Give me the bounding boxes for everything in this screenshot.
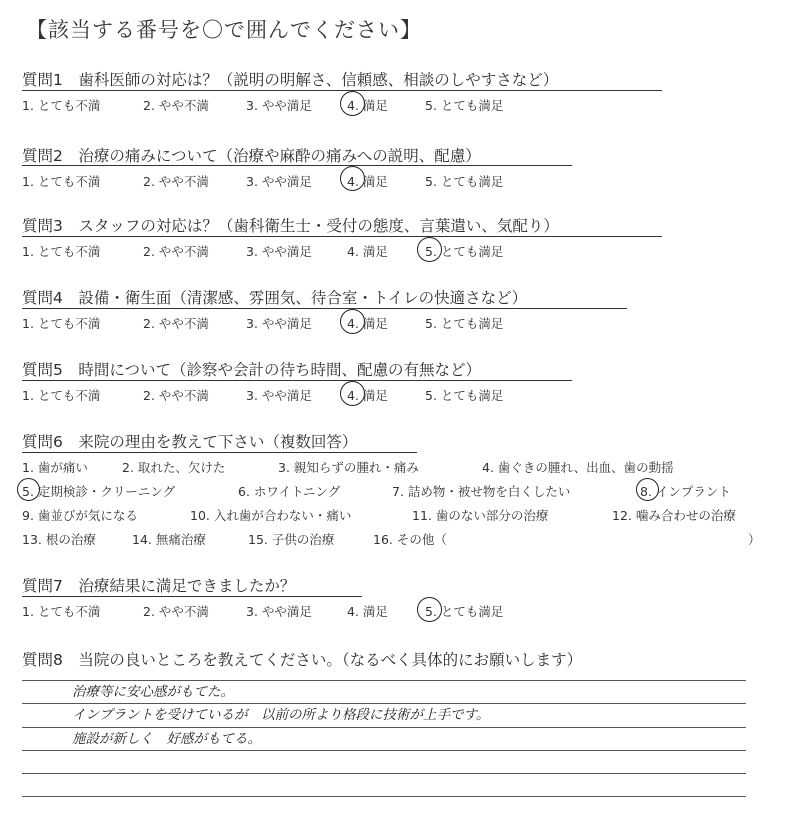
- question-3-label: 質問3 スタッフの対応は？（歯科衛生士・受付の態度、言葉遣い、気配り）: [22, 217, 559, 235]
- q7-option-2[interactable]: 2. やや不満: [143, 604, 209, 619]
- q5-option-1[interactable]: 1. とても不満: [22, 388, 101, 403]
- q2-option-4[interactable]: 4. 満足: [347, 174, 388, 189]
- answer-line-6: [22, 796, 746, 797]
- question-5-label: 質問5 時間について（診察や会計の待ち時間、配慮の有無など）: [22, 361, 482, 379]
- q3-option-2[interactable]: 2. やや不満: [143, 244, 209, 259]
- q6-option-12[interactable]: 12. 噛み合わせの治療: [612, 508, 736, 523]
- q6-option-15[interactable]: 15. 子供の治療: [248, 532, 335, 547]
- q1-option-4[interactable]: 4. 満足: [347, 98, 388, 113]
- question-1-label: 質問1 歯科医師の対応は？（説明の明解さ、信頼感、相談のしやすさなど）: [22, 71, 559, 89]
- q6-option-8[interactable]: 8. インプラント: [640, 484, 731, 499]
- q2-option-1[interactable]: 1. とても不満: [22, 174, 101, 189]
- question-3-underline: [22, 236, 662, 237]
- q4-option-1[interactable]: 1. とても不満: [22, 316, 101, 331]
- question-4-label: 質問4 設備・衛生面（清潔感、雰囲気、待合室・トイレの快適さなど）: [22, 289, 528, 307]
- q3-option-4[interactable]: 4. 満足: [347, 244, 388, 259]
- q6-option-10[interactable]: 10. 入れ歯が合わない・痛い: [190, 508, 352, 523]
- q6-option-3[interactable]: 3. 親知らずの腫れ・痛み: [278, 460, 419, 475]
- q2-selection-circle: [340, 166, 365, 191]
- q5-option-3[interactable]: 3. やや満足: [246, 388, 312, 403]
- question-8-label: 質問8 当院の良いところを教えてください。（なるべく具体的にお願いします）: [22, 651, 583, 669]
- q7-option-4[interactable]: 4. 満足: [347, 604, 388, 619]
- question-4-underline: [22, 308, 627, 309]
- q6-option-14[interactable]: 14. 無痛治療: [132, 532, 206, 547]
- q4-option-4[interactable]: 4. 満足: [347, 316, 388, 331]
- q6-selection-circle-8: [636, 478, 659, 501]
- q6-option-9[interactable]: 9. 歯並びが気になる: [22, 508, 138, 523]
- q4-selection-circle: [340, 309, 365, 334]
- q7-option-1[interactable]: 1. とても不満: [22, 604, 101, 619]
- q1-option-3[interactable]: 3. やや満足: [246, 98, 312, 113]
- question-6-underline: [22, 452, 417, 453]
- handwritten-answer-1: 治療等に安心感がもてた。: [72, 684, 234, 700]
- q5-option-2[interactable]: 2. やや不満: [143, 388, 209, 403]
- q2-option-3[interactable]: 3. やや満足: [246, 174, 312, 189]
- answer-line-4: [22, 750, 746, 751]
- handwritten-answer-3: 施設が新しく 好感がもてる。: [72, 731, 261, 747]
- q6-other-close-paren: ）: [748, 532, 761, 547]
- question-7-label: 質問7 治療結果に満足できましたか？: [22, 577, 296, 595]
- question-7-underline: [22, 596, 362, 597]
- q1-selection-circle: [340, 91, 365, 116]
- q6-option-2[interactable]: 2. 取れた、欠けた: [122, 460, 226, 475]
- q6-option-4[interactable]: 4. 歯ぐきの腫れ、出血、歯の動揺: [482, 460, 674, 475]
- q7-option-3[interactable]: 3. やや満足: [246, 604, 312, 619]
- q2-option-2[interactable]: 2. やや不満: [143, 174, 209, 189]
- q6-option-5[interactable]: 5. 定期検診・クリーニング: [22, 484, 176, 499]
- q3-option-1[interactable]: 1. とても不満: [22, 244, 101, 259]
- q3-option-5[interactable]: 5. とても満足: [425, 244, 504, 259]
- q4-option-2[interactable]: 2. やや不満: [143, 316, 209, 331]
- q6-selection-circle-5: [17, 478, 40, 501]
- q7-option-5[interactable]: 5. とても満足: [425, 604, 504, 619]
- question-2-label: 質問2 治療の痛みについて（治療や麻酔の痛みへの説明、配慮）: [22, 147, 481, 165]
- q3-option-3[interactable]: 3. やや満足: [246, 244, 312, 259]
- q5-option-4[interactable]: 4. 満足: [347, 388, 388, 403]
- handwritten-answer-2: インプラントを受けているが 以前の所より格段に技術が上手です。: [72, 707, 490, 723]
- q6-option-13[interactable]: 13. 根の治療: [22, 532, 96, 547]
- question-6-label: 質問6 来院の理由を教えて下さい（複数回答）: [22, 433, 358, 451]
- q1-option-5[interactable]: 5. とても満足: [425, 98, 504, 113]
- q4-option-5[interactable]: 5. とても満足: [425, 316, 504, 331]
- q6-option-7[interactable]: 7. 詰め物・被せ物を白くしたい: [392, 484, 571, 499]
- answer-line-5: [22, 773, 746, 774]
- question-1-underline: [22, 90, 662, 91]
- q5-selection-circle: [340, 381, 365, 406]
- q1-option-1[interactable]: 1. とても不満: [22, 98, 101, 113]
- q1-option-2[interactable]: 2. やや不満: [143, 98, 209, 113]
- q6-option-16[interactable]: 16. その他（: [373, 532, 447, 547]
- q2-option-5[interactable]: 5. とても満足: [425, 174, 504, 189]
- q6-option-1[interactable]: 1. 歯が痛い: [22, 460, 88, 475]
- question-5-underline: [22, 380, 572, 381]
- q6-option-6[interactable]: 6. ホワイトニング: [238, 484, 341, 499]
- page-title: 【該当する番号を〇で囲んでください】: [26, 18, 422, 42]
- question-2-underline: [22, 165, 572, 166]
- q5-option-5[interactable]: 5. とても満足: [425, 388, 504, 403]
- q3-selection-circle: [417, 237, 442, 262]
- q4-option-3[interactable]: 3. やや満足: [246, 316, 312, 331]
- q7-selection-circle: [417, 597, 442, 622]
- q6-option-11[interactable]: 11. 歯のない部分の治療: [412, 508, 549, 523]
